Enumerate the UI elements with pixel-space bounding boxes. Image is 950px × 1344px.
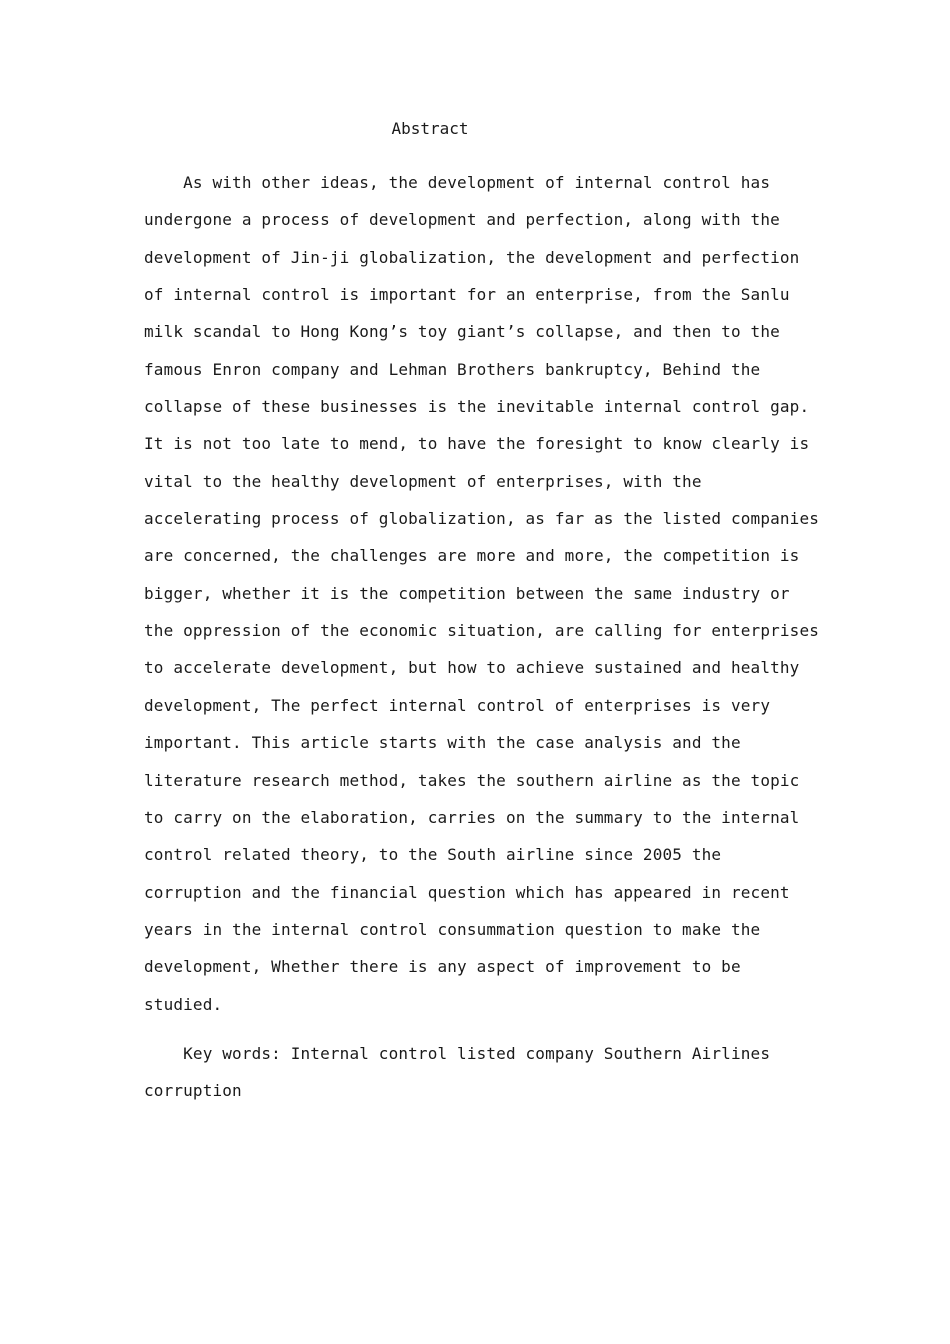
paragraph-gap [144,1023,824,1035]
abstract-line: accelerating process of globalization, as far as the listed companies [144,509,820,529]
abstract-line: years in the internal control consummation question to make the [144,919,761,939]
abstract-line: to carry on the elaboration, carries on the summary to the internal [144,807,800,827]
keywords-line: Key words: Internal control listed company Southern Airlines [144,1043,771,1063]
abstract-line: development, The perfect internal control of enterprises is very [144,695,771,715]
abstract-line: As with other ideas, the development of internal control has [144,173,771,192]
abstract-line: important. This article starts with the case analysis and the [144,733,741,753]
abstract-line: development of Jin-ji globalization, the development and perfection [144,247,800,267]
abstract-line: It is not too late to mend, to have the foresight to know clearly is [144,434,810,454]
abstract-line: corruption and the financial question which has appeared in recent [144,882,790,902]
abstract-title: Abstract [391,119,469,138]
abstract-line: famous Enron company and Lehman Brothers bankruptcy, Behind the [144,359,761,379]
abstract-line: control related theory, to the South airline since 2005 the [144,845,722,865]
abstract-line: collapse of these businesses is the inevitable internal control gap. [144,397,810,417]
abstract-line: the oppression of the economic situation, are calling for enterprises [144,621,820,641]
abstract-line: studied. [144,994,223,1014]
abstract-line: undergone a process of development and perfection, along with the [144,210,780,230]
keywords-line: corruption [144,1081,242,1101]
abstract-body [144,164,824,1023]
abstract-line: bigger, whether it is the competition between the same industry or [144,583,790,603]
keywords-section [144,1035,824,1110]
abstract-line: milk scandal to Hong Kong’s toy giant’s collapse, and then to the [144,322,780,342]
abstract-line: vital to the healthy development of enterprises, with the [144,471,702,491]
abstract-line: of internal control is important for an enterprise, from the Sanlu [144,285,790,305]
abstract-section [144,113,824,1110]
abstract-line: literature research method, takes the southern airline as the topic [144,770,800,790]
abstract-line: to accelerate development, but how to achieve sustained and healthy [144,658,800,678]
abstract-line: development, Whether there is any aspect of improvement to be [144,957,741,977]
abstract-line: are concerned, the challenges are more and more, the competition is [144,546,800,566]
